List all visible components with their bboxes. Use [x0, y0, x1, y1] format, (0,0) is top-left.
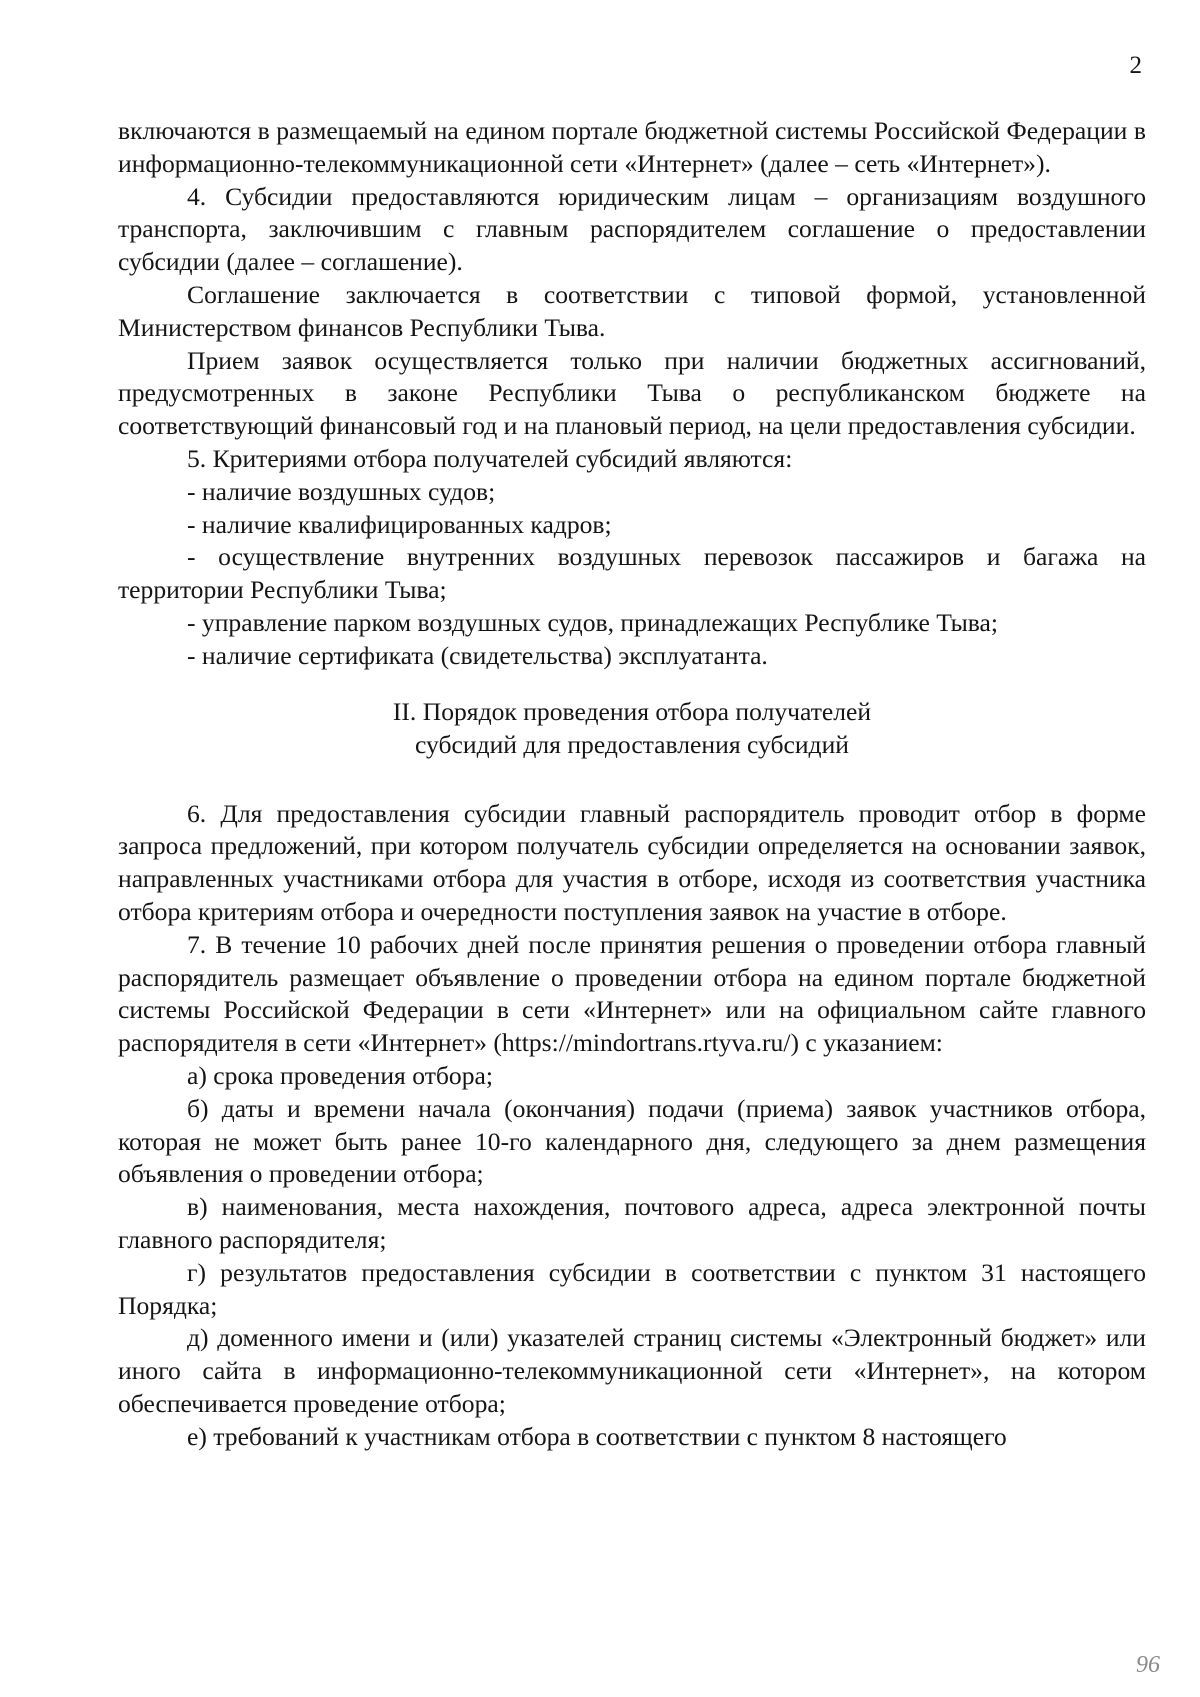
paragraphs-top — [118, 115, 1146, 673]
paragraph: - наличие воздушных судов; — [187, 476, 496, 506]
paragraph: г) результатов предоставления субсидии в соответствии с пунктом 31 настоящего Порядка; — [118, 1257, 1146, 1320]
paragraph: е) требований к участникам отбора в соответствии с пунктом 8 настоящего — [187, 1421, 1007, 1451]
handwritten-page-mark: 96 — [1136, 1652, 1160, 1678]
paragraph: - наличие квалифицированных кадров; — [187, 509, 612, 539]
paragraph: включаются в размещаемый на едином портале бюджетной системы Российской Федерации в информационно-телекоммуникационной сети «Интернет» (далее – сеть «Интернет»). — [118, 116, 1146, 178]
paragraph: - осуществление внутренних воздушных перевозок пассажиров и багажа на территории Республики Тыва; — [118, 542, 1146, 605]
document-body — [118, 115, 1146, 1453]
paragraph: 7. В течение 10 рабочих дней после принятия решения о проведении отбора главный распорядитель размещает объявление о проведении отбора на едином портале бюджетной системы Российской Федерации в сети «Интернет» или на официальном сайте главного распорядителя в сети «Интернет» (https://mindortrans.rtyva.ru/) с указанием: — [118, 929, 1146, 1058]
paragraph: д) доменного имени и (или) указателей страниц системы «Электронный бюджет» или иного сайта в информационно-телекоммуникационной сети «Интернет», на котором обеспечивается проведение отбора; — [118, 1323, 1146, 1418]
section-heading-line-1: II. Порядок проведения отбора получателей — [392, 696, 872, 726]
paragraph: Соглашение заключается в соответствии с типовой формой, установленной Министерством финансов Республики Тыва. — [118, 279, 1146, 342]
paragraph: Прием заявок осуществляется только при наличии бюджетных ассигнований, предусмотренных в законе Республики Тыва о республиканском бюджете на соответствующий финансовый год и на плановый период, на цели предоставления субсидии. — [118, 345, 1146, 441]
page-number: 2 — [1129, 52, 1142, 79]
paragraph: 6. Для предоставления субсидии главный распорядитель проводит отбор в форме запроса предложений, при котором получатель субсидии определяется на основании заявок, направленных участниками отбора для участия в отборе, исходя из соответствия участника отбора критериям отбора и очередности поступления заявок на участие в отборе. — [118, 798, 1146, 926]
paragraph: 4. Субсидии предоставляются юридическим лицам – организациям воздушного транспорта, заключившим с главным распорядителем соглашение о предоставлении субсидии (далее – соглашение). — [118, 181, 1146, 277]
paragraph: - наличие сертификата (свидетельства) эксплуатанта. — [187, 640, 768, 670]
paragraph: б) даты и времени начала (окончания) подачи (приема) заявок участников отбора, которая не может быть ранее 10-го календарного дня, следующего за днем размещения объявления о проведении отбора; — [118, 1093, 1146, 1189]
section-heading — [118, 695, 1146, 761]
paragraph: - управление парком воздушных судов, принадлежащих Республике Тыва; — [187, 607, 999, 637]
paragraphs-bottom — [118, 798, 1146, 1454]
paragraph: в) наименования, места нахождения, почтового адреса, адреса электронной почты главного распорядителя; — [118, 1192, 1146, 1254]
paragraph: 5. Критериями отбора получателей субсидий являются: — [187, 443, 793, 473]
paragraph: а) срока проведения отбора; — [187, 1060, 493, 1090]
section-heading-line-2: субсидий для предоставления субсидий — [415, 729, 849, 759]
